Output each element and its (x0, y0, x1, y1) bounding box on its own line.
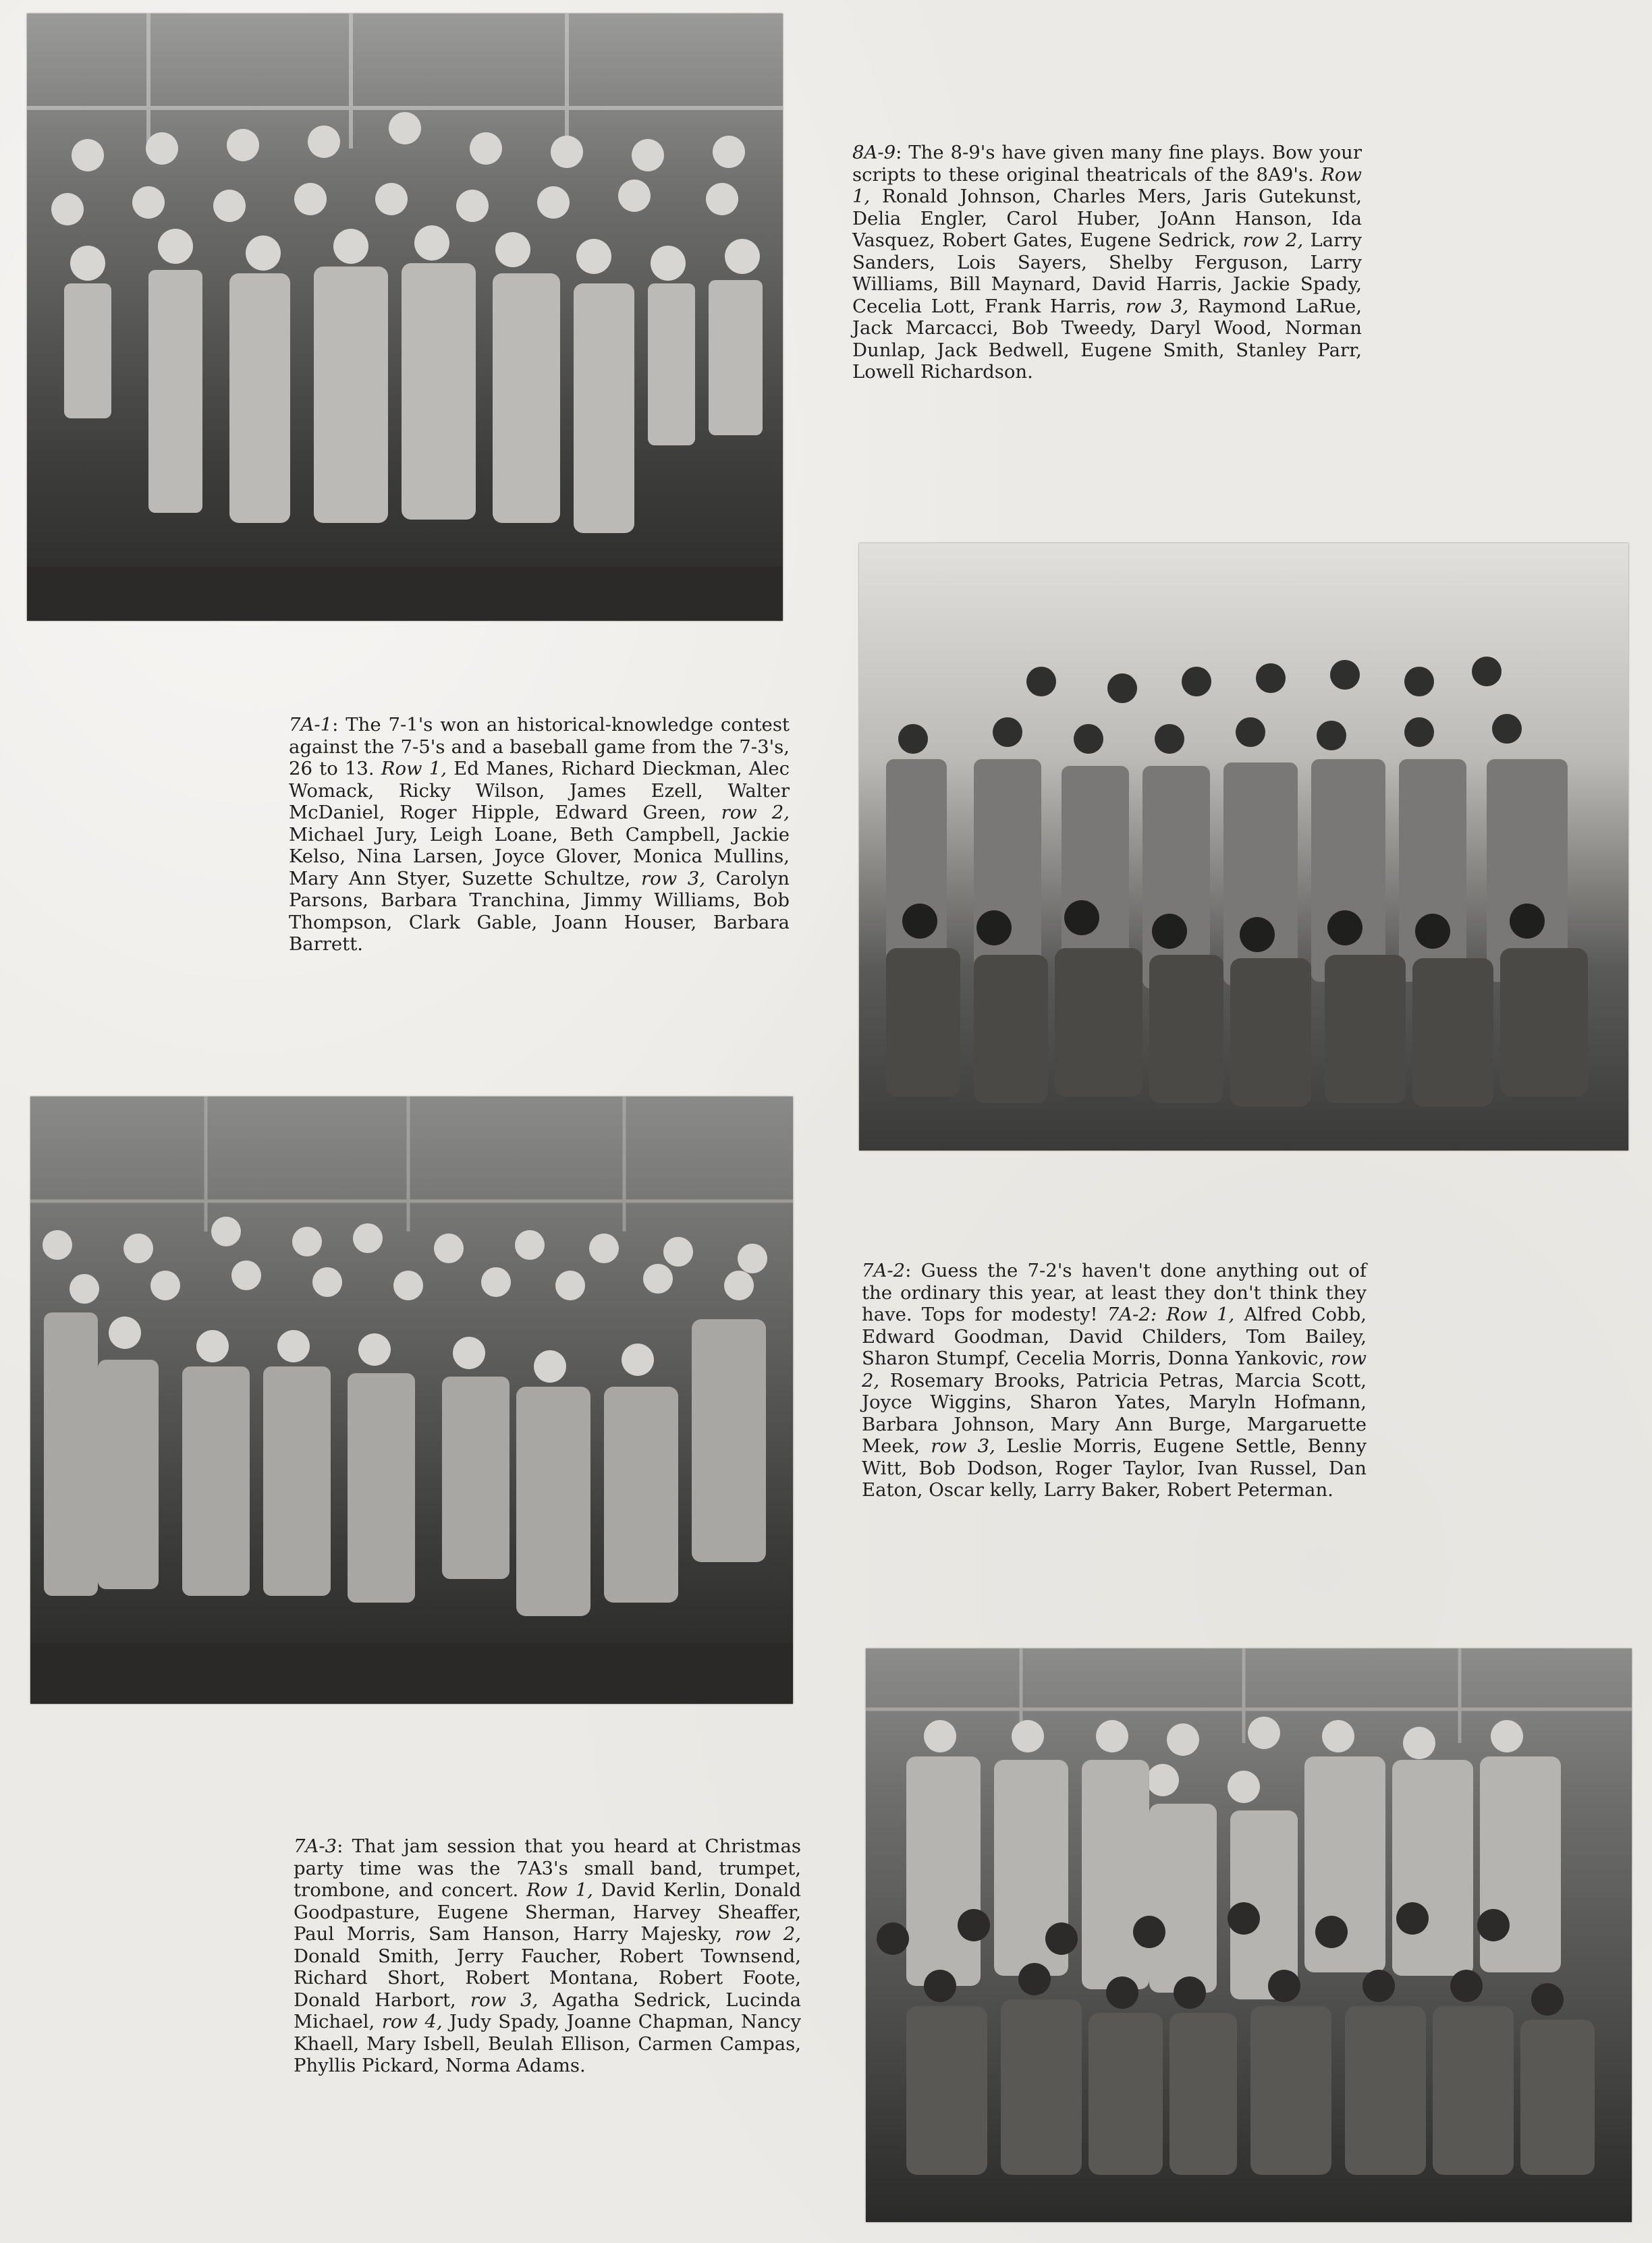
caption-8a9-code: 8A-9 (852, 142, 896, 163)
class-photo-7a3 (30, 1097, 793, 1704)
class-photo-7a1 (859, 543, 1628, 1151)
caption-7a2-row3-names: Leslie Morris, Eugene Settle, Benny Witt, Bob Dodson, Roger Taylor, Ivan Russel, Dan Eaton, Oscar kelly, Larry Baker, Robert Peterman. (862, 1435, 1367, 1501)
caption-7a1-code: 7A-1 (289, 714, 333, 736)
caption-7a1-row2-names: Michael Jury, Leigh Loane, Beth Campbell, Jackie Kelso, Nina Larsen, Joyce Glover, Monica Mullins, Mary Ann Styer, Suzette Schultze, (289, 823, 790, 889)
caption-7a3-row2-label: row 2, (734, 1923, 801, 1945)
class-photo-8a9 (27, 13, 783, 621)
caption-7a3-code: 7A-3 (294, 1835, 337, 1857)
caption-8a9-row1-names: Ronald Johnson, Charles Mers, Jaris Gutekunst, Delia Engler, Carol Huber, JoAnn Hanson, Ida Vasquez, Robert Gates, Eugene Sedrick, (852, 186, 1362, 251)
caption-7a2-row2-label: row 2, (862, 1348, 1367, 1391)
caption-7a3-intro: : That jam session that you heard at Christmas party time was the 7A3's small band, trumpet, trombone, and concert. (294, 1835, 801, 1901)
caption-8a9-row2-names: Larry Sanders, Lois Sayers, Shelby Ferguson, Larry Williams, Bill Maynard, David Harris, Jackie Spady, Cecelia Lott, Frank Harris, (852, 229, 1362, 317)
caption-7a2-row1-label: Row 1, (1157, 1304, 1235, 1325)
caption-7a2-intro: : Guess the 7-2's haven't done anything out of the ordinary this year, at least they don't think they have. Tops for modesty! (862, 1260, 1367, 1325)
caption-7a1-intro: : The 7-1's won an historical-knowledge contest against the 7-5's and a baseball game from the 7-3's, 26 to 13. (289, 714, 790, 779)
caption-7a1 (289, 714, 790, 956)
caption-7a3 (294, 1835, 801, 2077)
caption-7a3-row3-label: row 3, (470, 1989, 539, 2011)
class-photo-7a2 (866, 1649, 1632, 2222)
caption-7a2-code-repeat: 7A-2: (1107, 1304, 1157, 1325)
caption-8a9-intro: : The 8-9's have given many fine plays. Bow your scripts to these original theatricals of the 8A9's. (852, 142, 1362, 186)
caption-7a2 (862, 1260, 1367, 1501)
caption-7a3-row2-names: Donald Smith, Jerry Faucher, Robert Townsend, Richard Short, Robert Montana, Robert Foote, Donald Harbort, (294, 1945, 801, 2011)
caption-7a3-row1-names: David Kerlin, Donald Goodpasture, Eugene Sherman, Harvey Sheaffer, Paul Morris, Sam Hanson, Harry Majesky, (294, 1879, 801, 1945)
caption-7a2-code: 7A-2 (862, 1260, 906, 1281)
caption-7a1-row1-label: Row 1, (381, 758, 447, 779)
caption-8a9-row1-label: Row 1, (852, 163, 1362, 207)
caption-8a9 (852, 142, 1362, 383)
caption-7a1-row1-names: Ed Manes, Richard Dieckman, Alec Womack, Ricky Wilson, James Ezell, Walter McDaniel, Roger Hipple, Edward Green, (289, 758, 790, 823)
caption-7a3-row4-names: Judy Spady, Joanne Chapman, Nancy Khaell, Mary Isbell, Beulah Ellison, Carmen Campas, Phyllis Pickard, Norma Adams. (294, 2011, 801, 2076)
caption-7a3-row4-label: row 4, (381, 2011, 443, 2032)
caption-8a9-row3-names: Raymond LaRue, Jack Marcacci, Bob Tweedy, Daryl Wood, Norman Dunlap, Jack Bedwell, Eugene Smith, Stanley Parr, Lowell Richardson. (852, 295, 1362, 383)
caption-7a1-row3-names: Carolyn Parsons, Barbara Tranchina, Jimmy Williams, Bob Thompson, Clark Gable, Joann Houser, Barbara Barrett. (289, 867, 790, 955)
caption-7a2-row2-names: Rosemary Brooks, Patricia Petras, Marcia Scott, Joyce Wiggins, Sharon Yates, Maryln Hofmann, Barbara Johnson, Mary Ann Burge, Margaruette Meek, (862, 1369, 1367, 1457)
caption-7a2-row3-label: row 3, (931, 1435, 995, 1457)
caption-7a2-row1-names: Alfred Cobb, Edward Goodman, David Childers, Tom Bailey, Sharon Stumpf, Cecelia Morris, Donna Yankovic, (862, 1304, 1367, 1369)
caption-7a3-row3-names: Agatha Sedrick, Lucinda Michael, (294, 1989, 801, 2032)
caption-7a3-row1-label: Row 1, (526, 1879, 593, 1901)
caption-7a1-row3-label: row 3, (641, 867, 706, 889)
caption-8a9-row2-label: row 2, (1242, 229, 1304, 251)
caption-8a9-row3-label: row 3, (1125, 295, 1189, 317)
caption-7a1-row2-label: row 2, (721, 802, 790, 823)
